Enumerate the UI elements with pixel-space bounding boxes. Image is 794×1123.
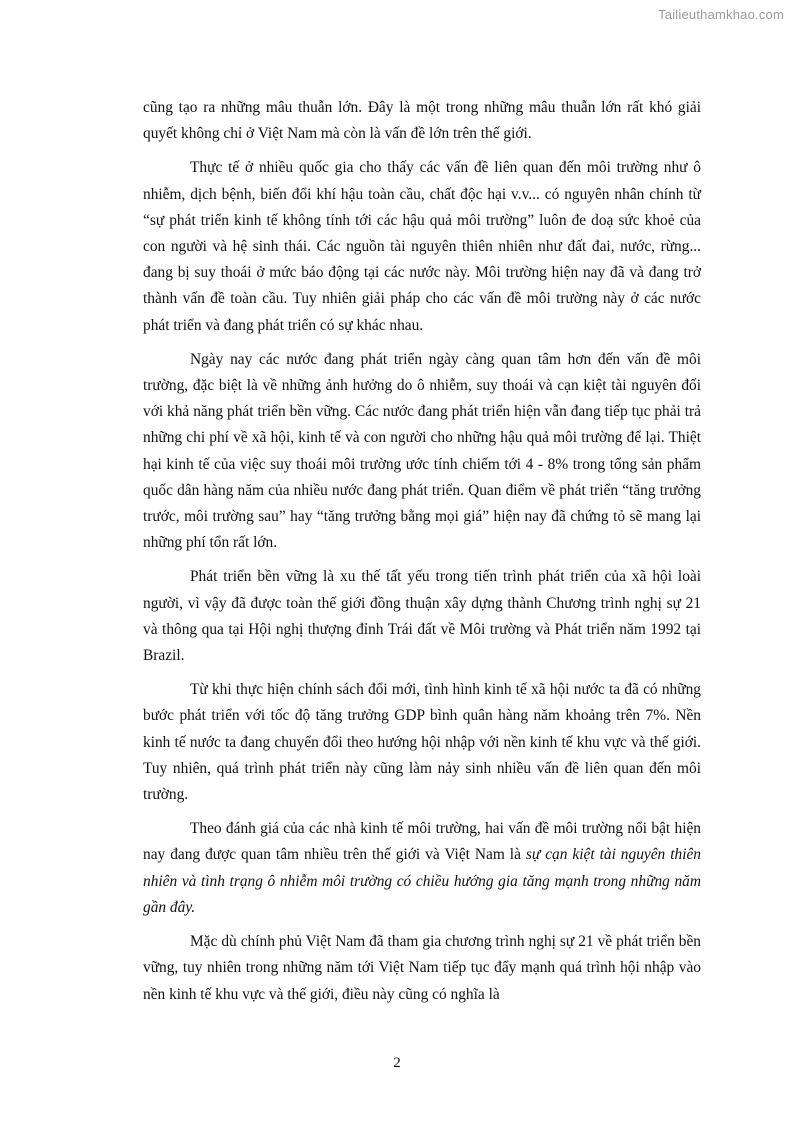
paragraph-6-regular-text: Theo đánh giá của các nhà kinh tế môi trường, hai vấn đề môi trường nổi bật hiện nay đang được quan tâm nhiều trên thế giới và Việt Nam là — [143, 820, 701, 864]
paragraph-6-italic-text: sự cạn kiệt tài nguyên thiên nhiên và tình trạng ô nhiễm môi trường có chiều hướng gia tăng mạnh trong những năm gần đây. — [143, 846, 701, 916]
paragraph-2: Thực tế ở nhiều quốc gia cho thấy các vấn đề liên quan đến môi trường như ô nhiễm, dịch bệnh, biến đổi khí hậu toàn cầu, chất độc hại v.v... có nguyên nhân chính từ “sự phát triển kinh tế không tính tới các hậu quả môi trường” luôn đe doạ sức khoẻ của con người và hệ sinh thái. Các nguồn tài nguyên thiên nhiên như đất đai, nước, rừng... đang bị suy thoái ở mức báo động tại các nước này. Môi trường hiện nay đã và đang trở thành vấn đề toàn cầu. Tuy nhiên giải pháp cho các vấn đề môi trường này ở các nước phát triển và đang phát triển có sự khác nhau. — [143, 159, 701, 334]
paragraph-4: Phát triển bền vững là xu thế tất yếu trong tiến trình phát triển của xã hội loài người, vì vậy đã được toàn thế giới đồng thuận xây dựng thành Chương trình nghị sự 21 và thông qua tại Hội nghị thượng đỉnh Trái đất về Môi trường và Phát triển năm 1992 tại Brazil. — [143, 568, 701, 665]
paragraph-3: Ngày nay các nước đang phát triển ngày càng quan tâm hơn đến vấn đề môi trường, đặc biệt là về những ảnh hưởng do ô nhiễm, suy thoái và cạn kiệt tài nguyên đối với khả năng phát triển bền vững. Các nước đang phát triển hiện vẫn đang tiếp tục phải trả những chi phí về xã hội, kinh tế và con người cho những hậu quả môi trường để lại. Thiệt hại kinh tế của việc suy thoái môi trường ước tính chiếm tới 4 - 8% trong tổng sản phẩm quốc dân hàng năm của nhiều nước đang phát triển. Quan điểm về phát triển “tăng trưởng trước, môi trường sau” hay “tăng trưởng bằng mọi giá” hiện nay đã chứng tỏ sẽ mang lại những phí tổn rất lớn. — [143, 350, 701, 552]
document-body — [143, 95, 701, 1016]
page-number: 2 — [393, 1055, 401, 1071]
paragraph-1: cũng tạo ra những mâu thuẫn lớn. Đây là một trong những mâu thuẫn lớn rất khó giải quyết không chỉ ở Việt Nam mà còn là vấn đề lớn trên thế giới. — [143, 99, 701, 143]
watermark-text: Tailieuthamkhao.com — [658, 7, 784, 22]
paragraph-5: Từ khi thực hiện chính sách đổi mới, tình hình kinh tế xã hội nước ta đã có những bước phát triển với tốc độ tăng trưởng GDP bình quân hàng năm khoảng trên 7%. Nền kinh tế nước ta đang chuyển đổi theo hướng hội nhập với nền kinh tế khu vực và thế giới. Tuy nhiên, quá trình phát triển này cũng làm nảy sinh nhiều vấn đề liên quan đến môi trường. — [143, 681, 701, 804]
paragraph-7: Mặc dù chính phủ Việt Nam đã tham gia chương trình nghị sự 21 về phát triển bền vững, tuy nhiên trong những năm tới Việt Nam tiếp tục đẩy mạnh quá trình hội nhập vào nền kinh tế khu vực và thế giới, điều này cũng có nghĩa là — [143, 933, 701, 1003]
paragraph-6 — [143, 816, 701, 921]
